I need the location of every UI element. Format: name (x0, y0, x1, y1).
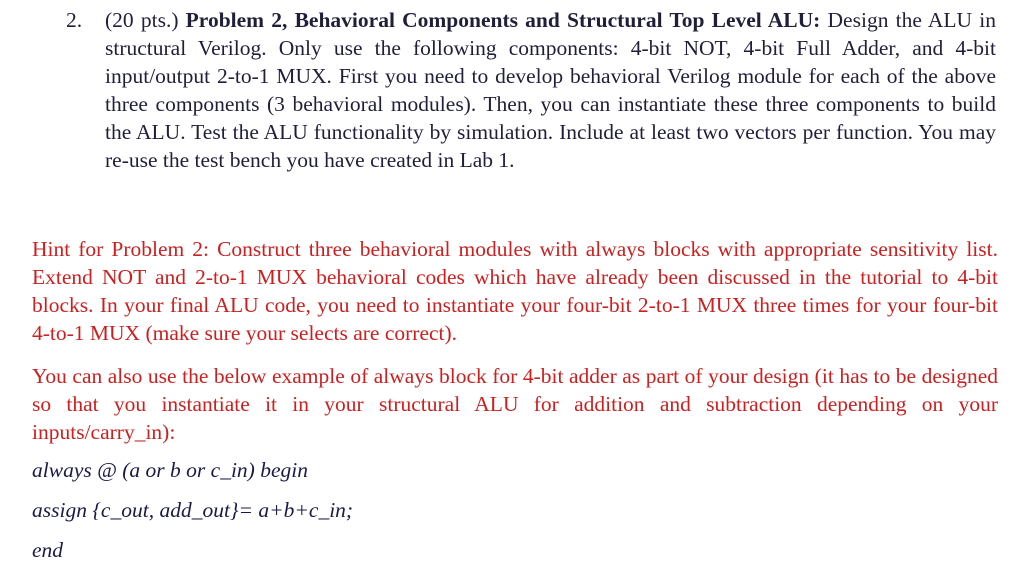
code-line-3: end (32, 538, 64, 562)
problem-statement (105, 6, 996, 174)
problem-text: Design the ALU in structural Verilog. Only use the following components: 4-bit NOT, 4-bit Full Adder, and 4-bit input/output 2-to-1 MUX. First you need to develop behavioral Verilog module for each of the above three components (3 behavioral modules). Then, you can instantiate these three components to build the ALU. Test the ALU functionality by simulation. Include at least two vectors per function. You may re-use the test bench you have created in Lab 1. (105, 8, 996, 172)
hint-paragraph-2: You can also use the below example of always block for 4-bit adder as part of your design (it has to be designed so that you instantiate it in your structural ALU for addition and subtraction depending on your inputs/carry_in): (32, 364, 998, 444)
problem-block (66, 6, 996, 174)
code-line-1: always @ (a or b or c_in) begin (32, 458, 308, 482)
problem-title: Problem 2, Behavioral Components and Structural Top Level ALU: (185, 8, 821, 32)
code-line-2: assign {c_out, add_out}= a+b+c_in; (32, 498, 354, 522)
hint-paragraph-1: Hint for Problem 2: Construct three behavioral modules with always blocks with appropriate sensitivity list. Extend NOT and 2-to-1 MUX behavioral codes which have already been discussed in the tutorial to 4-bit blocks. In your final ALU code, you need to instantiate your four-bit 2-to-1 MUX three times for your four-bit 4-to-1 MUX (make sure your selects are correct). (32, 237, 998, 345)
problem-points: (20 pts.) (105, 8, 186, 32)
problem-number: 2. (66, 8, 83, 32)
